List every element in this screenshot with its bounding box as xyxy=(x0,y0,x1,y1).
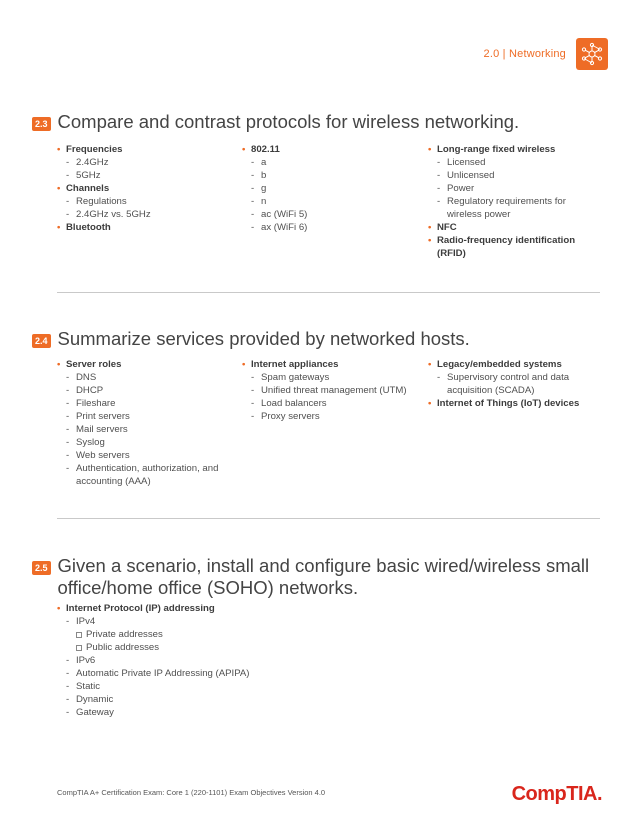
subtopic-item: - 5GHz xyxy=(57,169,222,182)
subtopic-item: - DHCP xyxy=(57,384,222,397)
topic-item: • Bluetooth xyxy=(57,221,222,234)
section-title: Compare and contrast protocols for wireless networking. xyxy=(57,111,520,132)
section-2-4-column-3 xyxy=(428,358,593,410)
subtopic-item: - IPv4 xyxy=(57,615,357,628)
sub-subtopic-item: Private addresses xyxy=(57,628,357,641)
section-title: Given a scenario, install and configure basic wired/wireless small office/home office (SOHO) networks. xyxy=(57,555,590,598)
section-2-5-heading xyxy=(32,555,598,599)
section-number-badge: 2.3 xyxy=(32,117,51,131)
subtopic-item: - Authentication, authorization, and accounting (AAA) xyxy=(57,462,222,488)
subtopic-item: - g xyxy=(242,182,407,195)
section-2-3-column-1 xyxy=(57,143,222,234)
network-hub-icon xyxy=(576,38,608,70)
section-2-4-heading xyxy=(32,328,470,350)
topic-item: • Internet of Things (IoT) devices xyxy=(428,397,593,410)
section-2-3-column-2 xyxy=(242,143,407,234)
section-number-badge: 2.4 xyxy=(32,334,51,348)
subtopic-item: - Proxy servers xyxy=(242,410,407,423)
header-section-label: 2.0 | Networking xyxy=(483,48,566,60)
subtopic-item: - ac (WiFi 5) xyxy=(242,208,407,221)
topic-item: • Radio-frequency identification (RFID) xyxy=(428,234,593,260)
subtopic-item: - Licensed xyxy=(428,156,593,169)
section-2-4-column-2 xyxy=(242,358,407,423)
topic-item: • Internet Protocol (IP) addressing xyxy=(57,602,357,615)
subtopic-item: - DNS xyxy=(57,371,222,384)
topic-item: • Internet appliances xyxy=(242,358,407,371)
subtopic-item: - Power xyxy=(428,182,593,195)
topic-item: • Server roles xyxy=(57,358,222,371)
subtopic-item: - Dynamic xyxy=(57,693,357,706)
section-divider xyxy=(57,292,600,293)
section-2-4-column-1 xyxy=(57,358,222,488)
sub-subtopic-item: Public addresses xyxy=(57,641,357,654)
page-header xyxy=(484,38,608,70)
section-2-3-heading xyxy=(32,111,519,133)
subtopic-item: - Supervisory control and data acquisition (SCADA) xyxy=(428,371,593,397)
topic-item: • Legacy/embedded systems xyxy=(428,358,593,371)
footer-text: CompTIA A+ Certification Exam: Core 1 (220-1101) Exam Objectives Version 4.0 xyxy=(57,788,326,797)
section-2-5-column-1 xyxy=(57,602,357,719)
section-title: Summarize services provided by networked hosts. xyxy=(57,328,470,349)
section-divider xyxy=(57,518,600,519)
subtopic-item: - Regulations xyxy=(57,195,222,208)
subtopic-item: - Unified threat management (UTM) xyxy=(242,384,407,397)
subtopic-item: - Regulatory requirements for wireless power xyxy=(428,195,593,221)
subtopic-item: - Mail servers xyxy=(57,423,222,436)
subtopic-item: - Gateway xyxy=(57,706,357,719)
section-number-badge: 2.5 xyxy=(32,561,51,575)
section-2-3-column-3 xyxy=(428,143,593,260)
subtopic-item: - Unlicensed xyxy=(428,169,593,182)
subtopic-item: - n xyxy=(242,195,407,208)
subtopic-item: - Web servers xyxy=(57,449,222,462)
subtopic-item: - b xyxy=(242,169,407,182)
topic-item: • Long-range fixed wireless xyxy=(428,143,593,156)
topic-item: • NFC xyxy=(428,221,593,234)
topic-item: • 802.11 xyxy=(242,143,407,156)
subtopic-item: - Static xyxy=(57,680,357,693)
comptia-logo: CompTIA. xyxy=(511,783,602,805)
topic-item: • Frequencies xyxy=(57,143,222,156)
subtopic-item: - IPv6 xyxy=(57,654,357,667)
subtopic-item: - 2.4GHz xyxy=(57,156,222,169)
subtopic-item: - Fileshare xyxy=(57,397,222,410)
subtopic-item: - Print servers xyxy=(57,410,222,423)
subtopic-item: - a xyxy=(242,156,407,169)
subtopic-item: - Load balancers xyxy=(242,397,407,410)
subtopic-item: - 2.4GHz vs. 5GHz xyxy=(57,208,222,221)
topic-item: • Channels xyxy=(57,182,222,195)
subtopic-item: - ax (WiFi 6) xyxy=(242,221,407,234)
subtopic-item: - Syslog xyxy=(57,436,222,449)
subtopic-item: - Automatic Private IP Addressing (APIPA) xyxy=(57,667,357,680)
subtopic-item: - Spam gateways xyxy=(242,371,407,384)
